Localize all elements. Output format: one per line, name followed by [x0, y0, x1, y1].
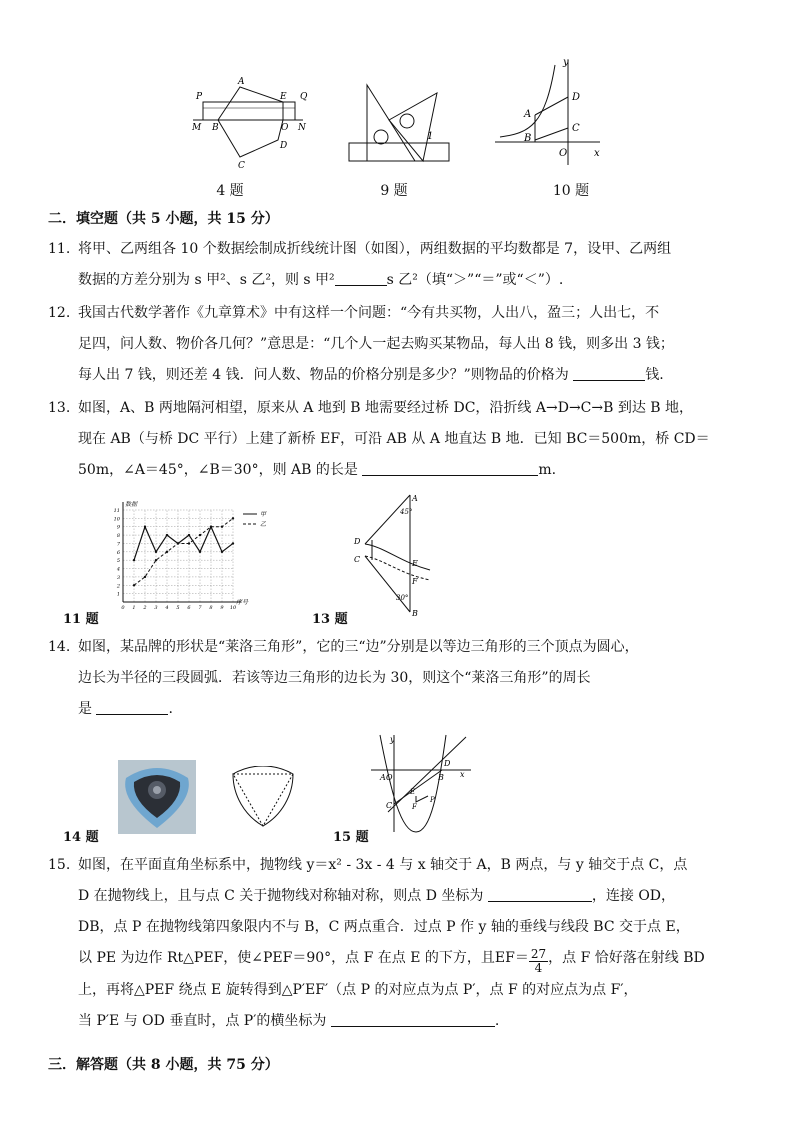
y-tick-label: 10	[113, 516, 120, 523]
svg-text:A: A	[524, 109, 532, 120]
svg-text:O: O	[281, 123, 289, 133]
y-tick-label: 5	[116, 558, 120, 565]
legend-label: 乙	[260, 521, 267, 528]
figure-9	[345, 75, 455, 170]
figure-13	[350, 492, 435, 617]
svg-text:D: D	[354, 537, 361, 546]
svg-text:O: O	[559, 148, 568, 159]
svg-text:D: D	[444, 759, 451, 768]
y-tick-label: 9	[116, 524, 120, 531]
svg-text:M: M	[192, 123, 202, 133]
svg-text:C: C	[354, 555, 361, 564]
x-tick-label: 6	[187, 605, 191, 610]
figure-13-label: 13 题	[312, 612, 348, 627]
y-tick-label: 4	[116, 566, 120, 573]
svg-text:C: C	[238, 161, 245, 171]
data-point	[210, 526, 212, 528]
svg-text:B: B	[524, 133, 532, 144]
svg-text:1: 1	[427, 131, 434, 142]
question-15: 15. 如图，在平面直角坐标系中，抛物线 y＝x² - 3x - 4 与 x 轴交于 A，B 两点，与 y 轴交于点 C，点 D 在抛物线上，且与点 C 关于抛物线对称轴对称，则点 D 坐标为 ，连接 OD， DB，点 P 在抛物线第四象限内不与 B，C 两点重合．过点 P 作 y 轴的垂线与线段 BC 交于点 E， 以 PE 为边作 Rt△PEF，使∠PEF＝90°，点 F 在点 E 的下方，且EF＝ $\frac{27}{4}$ ，点 F 恰好落在射线 BD 上，再将△PEF 绕点 E 旋转得到△P′EF′（点 P 的对应点为点 P′，点 F 的对应点为点 F′， 当 P′E 与 OD 垂直时，点 P′的横坐标为 .	[48, 857, 705, 1029]
svg-text:C: C	[572, 123, 580, 134]
data-point	[166, 534, 168, 536]
x-tick-label: 8	[209, 605, 213, 610]
data-point	[155, 559, 157, 561]
x-tick-label: 0	[121, 605, 125, 610]
svg-text:A: A	[380, 773, 386, 782]
svg-text:D: D	[572, 92, 581, 103]
y-tick-label: 2	[116, 583, 120, 590]
data-point	[221, 526, 223, 528]
x-tick-label: 4	[165, 605, 169, 610]
svg-text:P: P	[196, 92, 203, 102]
y-tick-label: 1	[116, 591, 120, 598]
svg-text:x: x	[460, 770, 465, 779]
x-tick-label: 1	[132, 605, 136, 610]
q14-blank[interactable]	[96, 700, 168, 715]
figure-14-label: 14 题	[63, 830, 99, 845]
data-point	[188, 534, 190, 536]
svg-text:B: B	[412, 609, 418, 617]
q15-blank-2[interactable]	[331, 1012, 495, 1027]
data-point	[232, 542, 234, 544]
svg-text:y: y	[390, 735, 395, 744]
data-point	[133, 584, 135, 586]
svg-text:E: E	[412, 559, 418, 568]
section-3-title: 三．解答题（共 8 小题，共 75 分）	[48, 1057, 279, 1073]
figure-14-reuleaux	[228, 766, 298, 832]
q11-blank[interactable]	[335, 271, 387, 286]
x-tick-label: 5	[176, 605, 180, 610]
figure-15-label: 15 题	[333, 830, 369, 845]
data-point	[144, 576, 146, 578]
y-tick-label: 7	[116, 541, 120, 548]
x-tick-label: 3	[154, 605, 158, 610]
figure-4	[188, 72, 318, 172]
svg-text:30°: 30°	[396, 594, 409, 602]
data-point	[188, 542, 190, 544]
data-point	[166, 551, 168, 553]
figure-4-label: 4 题	[216, 183, 244, 199]
svg-text:45°: 45°	[400, 508, 413, 516]
data-point	[199, 551, 201, 553]
data-point	[133, 559, 135, 561]
figure-10-label: 10 题	[552, 183, 590, 199]
figure-15	[366, 732, 476, 837]
y-tick-label: 11	[113, 508, 120, 514]
svg-text:O: O	[386, 773, 393, 782]
data-point	[199, 534, 201, 536]
data-point	[177, 542, 179, 544]
svg-text:C: C	[386, 801, 393, 810]
svg-text:F: F	[412, 577, 418, 586]
data-point	[144, 526, 146, 528]
q11-line1: 将甲、乙两组各 10 个数据绘制成折线统计图（如图），两组数据的平均数都是 7，设甲、乙两组	[78, 241, 672, 257]
question-12: 12. 我国古代数学著作《九章算术》中有这样一个问题：“今有共买物，人出八，盈三；人出七，不 足四，问人数、物价各几何？”意思是：“几个人一起去购买某物品，每人出 8 钱，则多出 3 钱； 每人出 7 钱，则还差 4 钱．问人数、物品的价格分别是多少？”则物品的价格为 钱.	[48, 305, 674, 383]
svg-text:A: A	[412, 494, 418, 503]
svg-text:x: x	[594, 148, 600, 159]
data-point	[232, 517, 234, 519]
figure-11-label: 11 题	[63, 612, 99, 627]
svg-text:Q: Q	[300, 92, 308, 102]
question-11: 11. 将甲、乙两组各 10 个数据绘制成折线统计图（如图），两组数据的平均数都是 7，设甲、乙两组 数据的方差分别为 s 甲²、s 乙²，则 s 甲² s 乙²（填“＞”“＝”或“＜”）.	[48, 241, 672, 288]
q15-blank-1[interactable]	[488, 887, 592, 902]
svg-text:N: N	[298, 123, 306, 133]
svg-text:B: B	[438, 773, 444, 782]
svg-text:D: D	[280, 141, 288, 151]
q13-blank[interactable]	[362, 461, 538, 476]
figure-14-robot-image	[118, 760, 196, 834]
y-tick-label: 8	[116, 533, 120, 540]
y-tick-label: 6	[116, 549, 120, 556]
x-tick-label: 2	[143, 605, 147, 610]
svg-text:B: B	[212, 123, 219, 133]
chart-11	[105, 492, 295, 610]
x-tick-label: 7	[198, 605, 202, 610]
svg-text:F: F	[412, 803, 417, 811]
fraction-27-over-4: $\frac{27}{4}$	[530, 947, 547, 975]
y-axis-label: 数据	[125, 501, 138, 508]
question-14: 14. 如图，某品牌的形状是“莱洛三角形”，它的三“边”分别是以等边三角形的三个顶点为圆心， 边长为半径的三段圆弧．若该等边三角形的边长为 30，则这个“莱洛三角形”的周长 是 .	[48, 639, 639, 717]
svg-text:P: P	[430, 796, 435, 804]
data-point	[155, 551, 157, 553]
figure-9-label: 9 题	[380, 183, 408, 199]
x-tick-label: 10	[229, 605, 237, 610]
svg-text:E: E	[410, 788, 416, 796]
x-axis-label: 序号	[236, 599, 249, 606]
svg-text:E: E	[280, 92, 287, 102]
data-point	[221, 551, 223, 553]
y-tick-label: 3	[116, 574, 120, 581]
section-2-title: 二．填空题（共 5 小题，共 15 分）	[48, 211, 279, 227]
question-13: 13. 如图，A、B 两地隔河相望，原来从 A 地到 B 地需要经过桥 DC，沿折线 A→D→C→B 到达 B 地， 现在 AB（与桥 DC 平行）上建了新桥 EF，可沿 AB 从 A 地直达 B 地．已知 BC＝500m，桥 CD＝ 50m，∠A＝45°，∠B＝30°，则 AB 的长是 m.	[48, 400, 710, 478]
svg-text:A: A	[238, 77, 245, 87]
svg-text:y: y	[563, 57, 569, 68]
figure-10	[490, 55, 610, 170]
x-tick-label: 9	[220, 605, 224, 610]
q12-blank[interactable]	[573, 366, 645, 381]
legend-label: 甲	[260, 511, 267, 518]
